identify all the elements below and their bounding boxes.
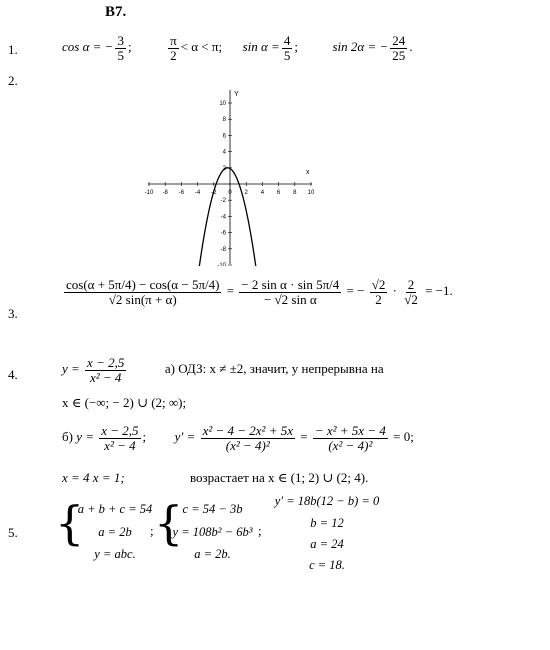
p3-main-fraction: $\frac{\cos(\alpha + 5\pi/4) - \cos(\alpha - 5\pi/4)}{√2 \sin(\pi + \alpha)}$	[66, 277, 220, 307]
x-tick-label: 4	[260, 190, 265, 196]
solution-a: a = 24	[310, 537, 344, 551]
y-tick-label: 6	[222, 133, 226, 140]
system-2-line-3: a = 2b.	[194, 547, 231, 561]
p3-result: = −1.	[425, 283, 453, 299]
problem-number-5: 5.	[8, 525, 18, 540]
x-tick-label: 6	[276, 190, 281, 196]
odz-text: а) ОДЗ: x ≠ ±2, значит, y непрерывна на	[164, 361, 384, 377]
y-tick-label: 10	[219, 101, 226, 107]
problem-1-line: cos α = − $\frac{3}{5}$ ; $\frac{\pi}{2}$ < α < π; sin α = $\frac{4}{5}$ ; sin 2α = − $\frac{24}{25}$ .	[62, 33, 413, 63]
y-tick-label: -10	[217, 263, 226, 266]
x-tick-label: 8	[293, 190, 297, 196]
problem-number-4: 4.	[8, 367, 18, 382]
x-tick-label: 10	[307, 190, 315, 196]
section-heading: B7.	[105, 4, 127, 20]
sin-fraction: $\frac{4}{5}$	[283, 33, 291, 63]
sin2-fraction: $\frac{24}{25}$	[392, 33, 406, 63]
system-2-line-2: y = 108b² − 6b³	[172, 525, 253, 539]
y-tick-label: 2	[222, 165, 226, 172]
x-tick-label: -10	[144, 190, 154, 196]
cos-fraction: $\frac{3}{5}$	[117, 33, 124, 63]
y-tick-label: -4	[220, 214, 226, 221]
x-tick-label: -8	[162, 190, 168, 196]
problem-number-1: 1.	[8, 42, 18, 57]
critical-points: x = 4 x = 1;	[62, 470, 125, 485]
x-tick-label: -2	[211, 190, 217, 196]
problem-number-2: 2.	[8, 73, 18, 88]
x-tick-label: -6	[178, 190, 185, 196]
p3-sqrt2-over-2: $\frac{√2}{2}$	[371, 277, 386, 307]
cos-lhs: cos α = −	[62, 39, 114, 55]
y-tick-label: -2	[220, 198, 226, 205]
system-brace-2: {	[154, 496, 184, 550]
derivative-fraction-2: $\frac{\text{− x² + 5x − 4}}{\text{(x² − 4)²}}$	[314, 423, 386, 453]
y-axis-label: Y	[234, 91, 239, 98]
x-tick-label: 2	[244, 190, 248, 196]
p4b-function-fraction: $\frac{x - 2,5}{\text{x² − 4}}$	[101, 423, 139, 453]
solution-b: b = 12	[310, 516, 344, 530]
pi-half-fraction: $\frac{\pi}{2}$	[170, 33, 177, 63]
system-2-line-1: c = 54 − 3b	[182, 502, 243, 516]
system-1-line-1: a + b + c = 54	[77, 502, 153, 516]
domain-text: x ∈ (−∞; − 2) ∪ (2; ∞);	[62, 395, 187, 410]
increase-interval: возрастает на x ∈ (1; 2) ∪ (2; 4).	[190, 470, 369, 485]
y-tick-label: -6	[220, 230, 226, 237]
system-1-line-3: y = abc.	[94, 547, 136, 561]
sin2-lhs: sin 2α = −	[332, 39, 389, 55]
x-tick-label: 0	[228, 190, 232, 196]
parabola-curve	[199, 165, 256, 266]
solution-derivative: y′ = 18b(12 − b) = 0	[274, 494, 380, 508]
p3-mid-fraction: $\frac{\text{− 2 sin α · sin 5π/4}}{\text{− √2 sin α}}$	[241, 277, 340, 307]
system-separator-2: ;	[258, 523, 262, 538]
alpha-range: < α < π;	[180, 39, 223, 55]
system-brace-1: {	[55, 496, 85, 550]
problem-4-line-a: y = $\frac{x - 2,5}{\text{x² − 4}}$ а) ОДЗ: x ≠ ±2, значит, y непрерывна на	[62, 355, 384, 385]
x-axis-label: x	[306, 169, 310, 176]
solution-c: c = 18.	[309, 558, 345, 572]
derivative-fraction-1: $\frac{\text{x² − 4 − 2x² + 5x}}{\text{(x² − 4)²}}$	[202, 423, 293, 453]
system-separator-1: ;	[150, 523, 154, 538]
y-tick-label: 4	[222, 149, 226, 156]
y-tick-label: 8	[222, 117, 226, 124]
parabola-graph	[140, 88, 320, 266]
p3-2-over-sqrt2: $\frac{2}{√2}$	[404, 277, 418, 307]
problem-number-3: 3.	[8, 306, 18, 321]
system-1-line-2: a = 2b	[98, 525, 132, 539]
sin-lhs: sin α =	[242, 39, 280, 55]
x-tick-label: -4	[194, 190, 201, 196]
problem-3-line: $\frac{\cos(\alpha + 5\pi/4) - \cos(\alpha - 5\pi/4)}{√2 \sin(\pi + \alpha)}$ = $\frac{\text{− 2 sin α · sin 5π/4}}{\text{− √2 sin α}}$ = − $\frac{√2}{2}$ · $\frac{2}{√2}$ = −1.	[66, 277, 453, 307]
problem-4-line-b: б) y = $\frac{x - 2,5}{\text{x² − 4}}$ ; y′ = $\frac{\text{x² − 4 − 2x² + 5x}}{\text{(x² − 4)²}}$ = $\frac{\text{− x² + 5x − 4}}{\text{(x² − 4)²}}$ = 0;	[62, 423, 414, 453]
p4-function-fraction: $\frac{x - 2,5}{\text{x² − 4}}$	[87, 355, 125, 385]
y-tick-label: -8	[220, 246, 226, 253]
